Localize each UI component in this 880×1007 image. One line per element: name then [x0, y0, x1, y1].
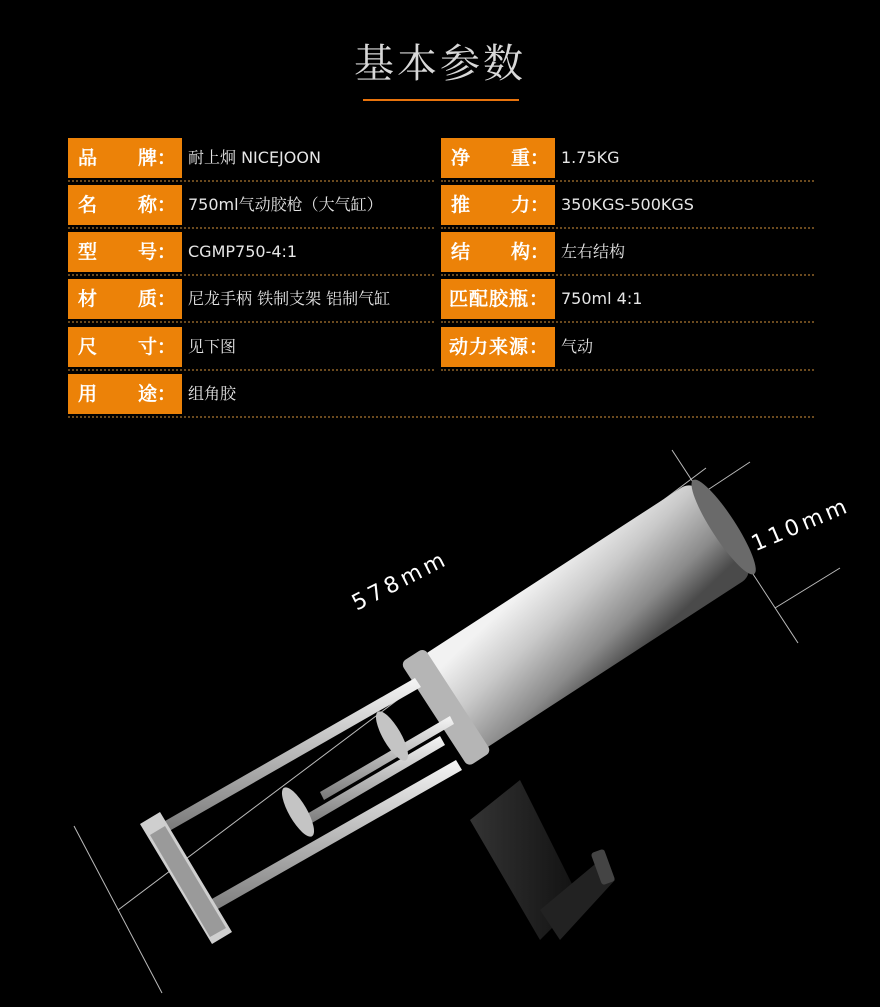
dotted-divider [68, 180, 434, 182]
spec-label: 材 质： [68, 279, 182, 319]
spec-value: 750ml气动胶枪（大气缸） [188, 195, 383, 214]
spec-row-thrust [441, 185, 814, 225]
spec-row-structure [441, 232, 814, 272]
spec-row-name [68, 185, 434, 225]
spec-value: 尼龙手柄 铁制支架 铝制气缸 [188, 289, 391, 308]
spec-row-size [68, 327, 434, 367]
dotted-divider [68, 416, 814, 418]
spec-label: 推 力： [441, 185, 555, 225]
title-underline [363, 99, 519, 101]
dotted-divider [68, 369, 434, 371]
end-plate [140, 812, 232, 944]
spec-label: 结 构： [441, 232, 555, 272]
spec-label: 品 牌： [68, 138, 182, 178]
spec-row-weight [441, 138, 814, 178]
spec-label: 净 重： [441, 138, 555, 178]
spec-row-usage [68, 374, 814, 414]
spec-value: 见下图 [188, 337, 237, 356]
spec-value: 350KGS-500KGS [561, 195, 694, 214]
spec-label: 名 称： [68, 185, 182, 225]
product-image [0, 440, 880, 1003]
dotted-divider [441, 321, 814, 323]
dotted-divider [68, 321, 434, 323]
diameter-label: 110mm [748, 493, 855, 558]
spec-row-model [68, 232, 434, 272]
spec-label: 尺 寸： [68, 327, 182, 367]
spec-row-cartridge [441, 279, 814, 319]
spec-value: 1.75KG [561, 148, 620, 167]
frame-rods [158, 678, 462, 918]
spec-label: 动力来源： [441, 327, 555, 367]
dotted-divider [441, 369, 814, 371]
spec-label: 型 号： [68, 232, 182, 272]
spec-label: 用 途： [68, 374, 182, 414]
dotted-divider [68, 274, 434, 276]
dotted-divider [441, 180, 814, 182]
spec-value: 组角胶 [188, 384, 237, 403]
air-cylinder [401, 468, 768, 766]
spec-row-power [441, 327, 814, 367]
length-label: 578mm [348, 546, 453, 617]
dotted-divider [441, 227, 814, 229]
pistol-grip [470, 780, 615, 940]
spec-value: 耐上炯 NICEJOON [188, 148, 321, 167]
dotted-divider [441, 274, 814, 276]
spec-value: 左右结构 [561, 242, 626, 261]
spec-value: 750ml 4:1 [561, 289, 643, 308]
dotted-divider [68, 227, 434, 229]
spec-label: 匹配胶瓶： [441, 279, 555, 319]
spec-row-material [68, 279, 434, 319]
spec-row-brand [68, 138, 434, 178]
spec-value: 气动 [561, 337, 594, 356]
spec-value: CGMP750-4:1 [188, 242, 298, 261]
glue-gun-illustration [0, 440, 880, 1003]
page-title: 基本参数 [354, 41, 526, 87]
